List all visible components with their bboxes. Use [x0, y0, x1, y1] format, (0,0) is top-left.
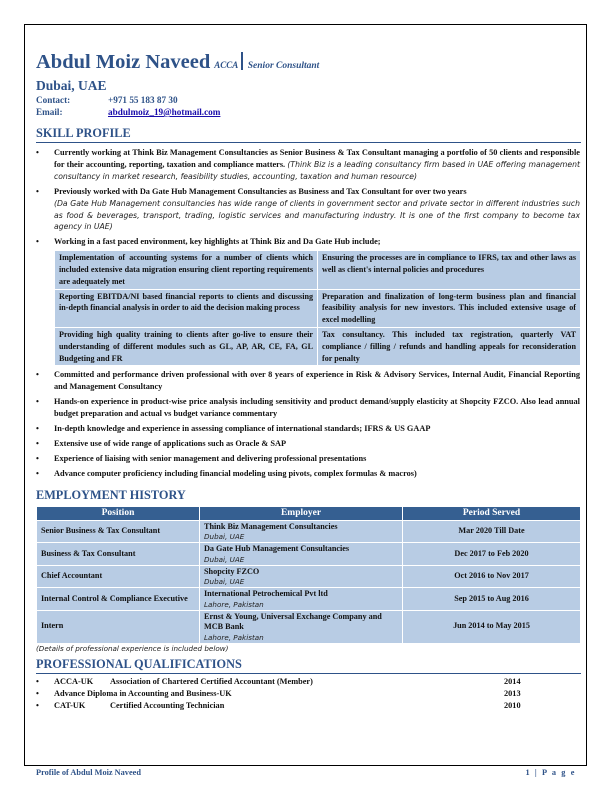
skill-bullet: • Hands-on experience in product-wise price analysis including sensitivity and product demand/supply elasticity at Shopcity FZCO. Also lead annual budget preparation and actual vs budget variance commentary — [36, 396, 580, 420]
skill-bullet-text: Working in a fast paced environment, key highlights at Think Biz and Da Gate Hub include; — [54, 237, 381, 247]
employer-cell — [200, 588, 403, 611]
column-header-period: Period Served — [403, 506, 581, 520]
section-title-employment: EMPLOYMENT HISTORY — [36, 487, 186, 502]
location: Dubai, UAE — [36, 78, 107, 93]
employer-location: Lahore, Pakistan — [204, 632, 264, 642]
qualification-item — [36, 688, 580, 700]
qualification-year: 2014 — [504, 676, 521, 686]
employer-cell — [200, 610, 403, 643]
qualification-item — [36, 700, 580, 712]
employer-cell — [200, 565, 403, 588]
page-footer — [36, 768, 576, 777]
column-header-employer: Employer — [200, 506, 403, 520]
qualification-name: Association of Chartered Certified Accountant (Member) — [110, 676, 313, 686]
skill-bullets — [36, 147, 580, 248]
contact-row — [36, 94, 580, 106]
candidate-name: Abdul Moiz Naveed — [36, 51, 211, 73]
employer-location: Dubai, UAE — [204, 554, 245, 564]
period-cell: Oct 2016 to Nov 2017 — [403, 565, 581, 588]
skill-bullet: • In-depth knowledge and experience in assessing compliance of international standards; IFRS & US GAAP — [36, 423, 580, 435]
skill-bullet-note: (Da Gate Hub Management consultancies has wide range of clients in government sector and private sector in different industries such as food & beverages, transport, trading, logistic services and manufacturing industry. It is one of the first company to become tax agency in UAE) — [54, 198, 580, 232]
qualifications-list — [36, 676, 580, 712]
contact-label: Contact: — [36, 95, 71, 105]
employment-row — [37, 588, 581, 611]
skill-bullet: • Extensive use of wide range of applications such as Oracle & SAP — [36, 438, 580, 450]
phone-number: +971 55 183 87 30 — [108, 95, 178, 105]
period-cell: Mar 2020 Till Date — [403, 520, 581, 543]
employment-row — [37, 520, 581, 543]
qualification-year: 2010 — [504, 700, 521, 710]
highlight-cell: Tax consultancy. This included tax registration, quarterly VAT compliance / filling / refunds and handling appeals for reconsideration for penalty — [318, 328, 581, 366]
skill-bullet-note: (Think Biz is a leading consultancy firm based in UAE offering management consultancy in market research, feasibility studies, accounting, taxation and human resource) — [54, 159, 580, 181]
highlight-cell: Providing high quality training to clients after go-live to ensure their understanding of different modules such as GL, AP, AR, CE, FA, GL Budgeting and FR — [55, 328, 318, 366]
job-title: Senior Consultant — [247, 61, 320, 71]
employment-table — [36, 506, 581, 644]
employment-row — [37, 610, 581, 643]
highlights-row — [55, 251, 581, 289]
skill-bullets-more — [36, 369, 580, 479]
employer-location: Dubai, UAE — [204, 532, 245, 542]
employer-cell — [200, 543, 403, 566]
employer-location: Dubai, UAE — [204, 577, 245, 587]
qualification-code: • CAT-UK — [54, 700, 86, 710]
position-cell: Senior Business & Tax Consultant — [37, 520, 200, 543]
employer-name: Ernst & Young, Universal Exchange Company and MCB Bank — [204, 611, 382, 632]
credential: ACCA — [214, 60, 239, 70]
employment-row — [37, 543, 581, 566]
period-cell: Jun 2014 to May 2015 — [403, 610, 581, 643]
employer-name: Think Biz Management Consultancies — [204, 521, 338, 531]
section-title-skill-profile: SKILL PROFILE — [36, 126, 581, 143]
skill-bullet: • Committed and performance driven professional with over 8 years of experience in Risk & Advisory Services, Internal Audit, Financial Reporting and Management Consultancy — [36, 369, 580, 393]
qualification-name: • Advance Diploma in Accounting and Business-UK — [54, 688, 232, 698]
employer-location: Lahore, Pakistan — [204, 599, 264, 609]
highlight-cell: Reporting EBITDA/NI based financial reports to clients and discussing in-depth financial analysis in order to aid the decision making process — [55, 289, 318, 327]
employment-row — [37, 565, 581, 588]
qualification-code: • ACCA-UK — [54, 676, 94, 686]
period-cell: Sep 2015 to Aug 2016 — [403, 588, 581, 611]
highlight-cell: Ensuring the processes are in compliance to IFRS, tax and other laws as well as client's internal policies and procedures — [318, 251, 581, 289]
position-cell: Intern — [37, 610, 200, 643]
position-cell: Business & Tax Consultant — [37, 543, 200, 566]
position-cell: Internal Control & Compliance Executive — [37, 588, 200, 611]
footer-title: Profile of Abdul Moiz Naveed — [36, 768, 141, 777]
period-cell: Dec 2017 to Feb 2020 — [403, 543, 581, 566]
column-header-position: Position — [37, 506, 200, 520]
employer-name: International Petrochemical Pvt ltd — [204, 589, 328, 599]
employer-cell — [200, 520, 403, 543]
employer-name: Da Gate Hub Management Consultancies — [204, 544, 350, 554]
skill-bullet — [36, 186, 580, 234]
qualification-year: 2013 — [504, 688, 521, 698]
page-number: 1 | P a g e — [525, 768, 576, 777]
employment-note: (Details of professional experience is included below) — [36, 643, 229, 653]
highlights-row — [55, 289, 581, 327]
qualification-item — [36, 676, 580, 688]
highlight-cell: Implementation of accounting systems for a number of clients which included extensive data migration ensuring client reporting requirements are adequately met — [55, 251, 318, 289]
employment-header-row — [37, 506, 581, 520]
title-separator — [241, 52, 243, 70]
skill-bullet — [36, 147, 580, 183]
skill-bullet: • Advance computer proficiency including financial modeling using pivots, complex formulas & macros) — [36, 468, 580, 480]
highlight-cell: Preparation and finalization of long-term business plan and financial feasibility analysis for new investors. This included extensive usage of excel modelling — [318, 289, 581, 327]
highlights-table — [54, 250, 581, 366]
resume-page — [36, 50, 580, 712]
email-link[interactable]: abdulmoiz_19@hotmail.com — [108, 107, 221, 117]
email-row — [36, 106, 580, 118]
position-cell: Chief Accountant — [37, 565, 200, 588]
skill-bullet-text: Currently working at Think Biz Management Consultancies as Senior Business & Tax Consultant managing a portfolio of 50 clients and responsible for their accounting, reporting, taxation and compliance matters. — [54, 148, 580, 169]
skill-bullet: • Experience of liaising with senior management and delivering professional presentations — [36, 453, 580, 465]
section-title-qualifications: PROFESSIONAL QUALIFICATIONS — [36, 657, 581, 674]
skill-bullet-text: Previously worked with Da Gate Hub Management Consultancies as Business and Tax Consultant for over two years — [54, 186, 467, 196]
employer-name: Shopcity FZCO — [204, 566, 260, 576]
qualification-name: Certified Accounting Technician — [110, 700, 225, 710]
header-name-line — [36, 50, 580, 74]
highlights-row — [55, 328, 581, 366]
skill-bullet — [36, 236, 580, 248]
email-label: Email: — [36, 107, 63, 117]
